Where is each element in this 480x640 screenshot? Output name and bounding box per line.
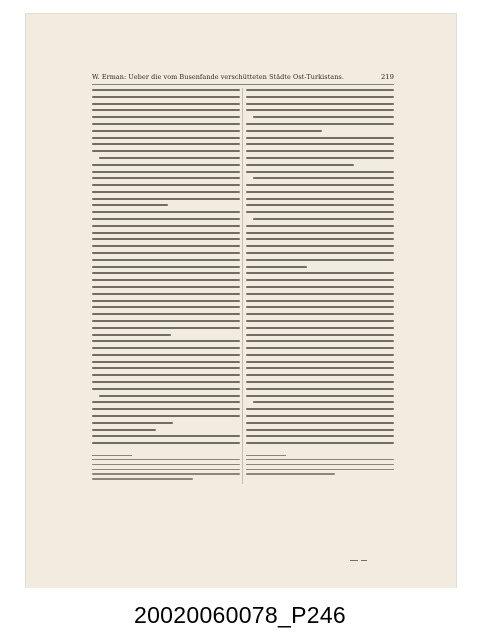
text-line [246,374,394,376]
text-line [92,415,240,417]
text-line [92,123,240,125]
caption-bar [0,588,480,640]
text-line [246,272,394,274]
text-line [92,279,240,281]
text-line [99,395,240,397]
text-line [246,204,394,206]
text-line [246,388,394,390]
text-line [92,334,171,336]
text-line [92,347,240,349]
text-line [92,286,240,288]
text-line [246,279,394,281]
text-line [92,103,240,105]
footnote-rule [246,455,286,456]
text-line [246,143,394,145]
text-line [246,367,394,369]
text-line [246,415,394,417]
text-line [92,442,240,444]
text-line [246,137,394,139]
text-line [92,89,240,91]
text-line [246,123,394,125]
text-line [92,327,240,329]
text-line [246,150,394,152]
text-line [92,259,240,261]
text-line [92,130,240,132]
text-line [92,191,240,193]
footnote-rule [92,455,132,456]
text-line [92,245,240,247]
text-line [246,361,394,363]
text-line [92,320,240,322]
text-line [92,225,240,227]
text-line [246,300,394,302]
footnote-line [92,478,193,479]
text-line [92,116,240,118]
text-line [92,109,240,111]
text-line [246,238,394,240]
image-identifier-caption: 20020060078_P246 [133,602,346,628]
footnote-line [246,473,335,474]
text-line [246,184,394,186]
text-line [92,184,240,186]
text-line [246,327,394,329]
text-line [92,293,240,295]
text-line [92,137,240,139]
text-line [246,435,394,437]
text-line [246,157,394,159]
text-column-right [246,87,394,483]
text-line [246,232,394,234]
text-line [92,354,240,356]
text-line [253,401,394,403]
printer-signature [350,558,372,563]
text-line [246,225,394,227]
text-line [246,164,354,166]
text-line [92,429,156,431]
text-line [246,252,394,254]
text-line [92,367,240,369]
text-line [92,266,240,268]
text-line [246,347,394,349]
footnote-line [246,469,394,470]
text-line [246,340,394,342]
text-line [253,116,394,118]
text-line [246,130,322,132]
text-line [246,191,394,193]
text-line [246,286,394,288]
text-line [92,232,240,234]
text-line [246,381,394,383]
text-line [92,150,240,152]
text-line [246,334,394,336]
text-line [92,252,240,254]
footnote-line [246,464,394,465]
text-line [246,422,394,424]
text-line [246,313,394,315]
running-head: W. Erman: Ueber die vom Busenfande verschütteten Städte Ost-Turkistans. [92,73,344,81]
text-line [246,89,394,91]
footnote-line [92,464,240,465]
text-line [246,442,394,444]
text-line [92,164,240,166]
text-line [92,401,240,403]
text-line [92,238,240,240]
text-line [92,211,240,213]
text-line [92,204,168,206]
footnote-line [92,459,240,460]
text-line [253,218,394,220]
text-line [92,143,240,145]
footnote-line [246,459,394,460]
text-line [246,245,394,247]
text-line [92,198,240,200]
text-line [253,177,394,179]
text-line [92,388,240,390]
text-line [92,313,240,315]
text-column-left [92,87,240,483]
text-line [246,103,394,105]
text-line [246,429,394,431]
text-line [246,96,394,98]
text-line [246,293,394,295]
text-line [246,259,394,261]
text-line [246,211,394,213]
text-line [92,218,240,220]
footnote-line [92,473,240,474]
text-line [92,171,240,173]
page-number: 219 [381,73,394,81]
text-line [246,198,394,200]
text-line [246,320,394,322]
text-line [246,109,394,111]
text-line [246,354,394,356]
text-line [92,381,240,383]
text-line [246,306,394,308]
text-line [246,171,394,173]
text-line [92,422,173,424]
text-line [92,340,240,342]
text-line [246,266,307,268]
column-divider [242,88,243,484]
text-line [92,306,240,308]
text-line [92,374,240,376]
header-rule [92,84,394,85]
text-line [92,177,240,179]
text-line [246,395,394,397]
signature-mark [361,560,367,562]
footnote-line [92,469,240,470]
text-line [92,300,240,302]
text-line [92,361,240,363]
text-line [92,435,240,437]
text-line [246,408,394,410]
text-line [92,272,240,274]
signature-mark [350,560,358,562]
text-line [92,408,240,410]
text-line [99,157,240,159]
text-line [92,96,240,98]
